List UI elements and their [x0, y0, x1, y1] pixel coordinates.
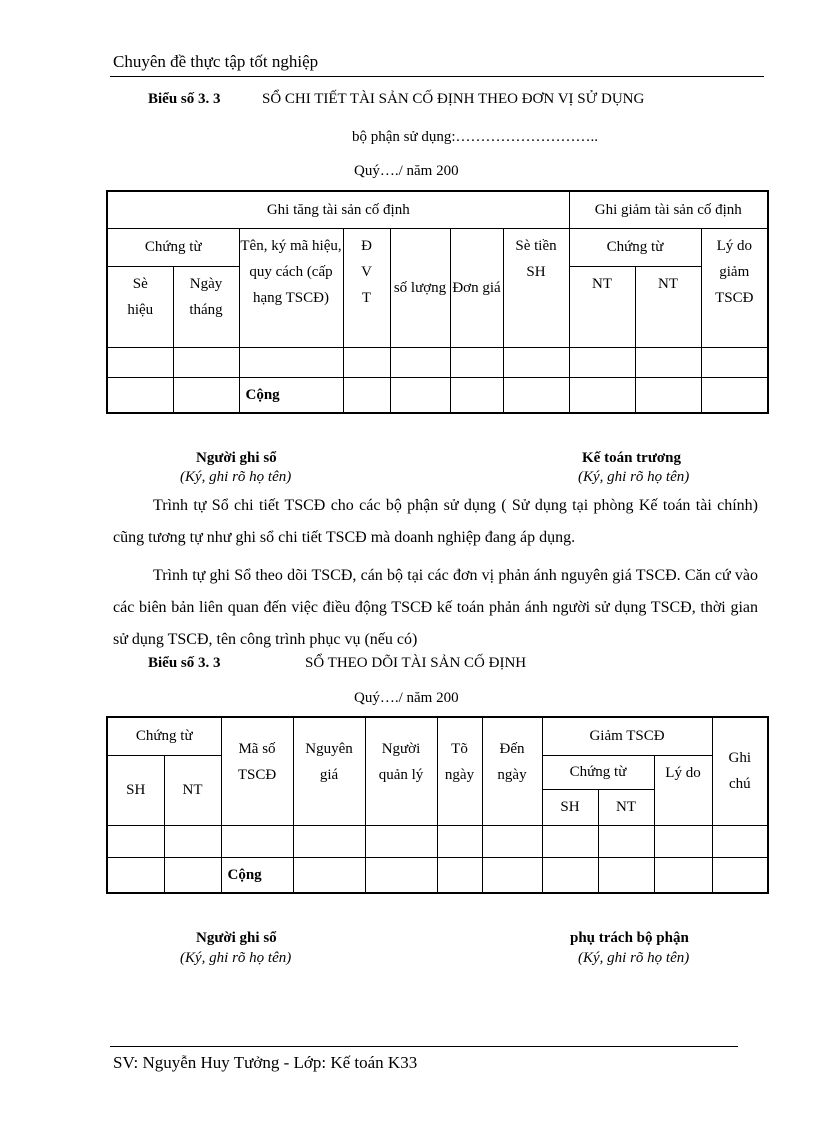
form-title-1: SỔ CHI TIẾT TÀI SẢN CỐ ĐỊNH THEO ĐƠN VỊ SỬ DỤNG [262, 91, 645, 107]
header-giam-tscd: Giảm TSCĐ [542, 717, 712, 755]
header-ghi-chu: Ghi chú [712, 717, 768, 825]
header-nguoi-quan-ly: Người quản lý [365, 717, 437, 825]
paragraph-1: Trình tự Sổ chi tiết TSCĐ cho các bộ phận sử dụng ( Sử dụng tại phòng Kế toán tài chính) cũng tương tự như ghi sổ chi tiết TSCĐ mà doanh nghiệp đang áp dụng. [113, 497, 758, 546]
header-chung-tu: Chứng từ [107, 228, 239, 266]
header-chung-tu-2: Chứng từ [107, 717, 221, 755]
signer-right-note-1: (Ký, ghi rõ họ tên) [578, 469, 690, 485]
period-line-2: Quý…./ năm 200 [354, 690, 459, 706]
footer-divider [110, 1046, 738, 1047]
header-ngay-thang: Ngày tháng [173, 266, 239, 347]
total-row-label-2: Cộng [221, 857, 293, 893]
header-dvt: Đ V T [343, 228, 390, 347]
header-ly-do-2: Lý do [654, 755, 712, 825]
header-ma-so: Mã số TSCĐ [221, 717, 293, 825]
header-increase: Ghi tăng tài sản cố định [107, 191, 569, 228]
header-so-tien: Sè tiền SH [503, 228, 569, 347]
period-line-1: Quý…./ năm 200 [354, 163, 459, 179]
signer-left-note-1: (Ký, ghi rõ họ tên) [180, 469, 292, 485]
total-row-label: Cộng [239, 377, 343, 413]
header-nt-1: NT [569, 266, 635, 347]
signer-right-1: Kế toán trương [582, 450, 681, 466]
asset-tracking-table [106, 716, 769, 894]
form-label-2: Biểu số 3. 3 [148, 655, 221, 671]
header-den-ngay: Đến ngày [482, 717, 542, 825]
signer-right-note-2: (Ký, ghi rõ họ tên) [578, 950, 690, 966]
header-decrease: Ghi giảm tài sản cố định [569, 191, 768, 228]
signer-left-2: Người ghi sổ [196, 930, 277, 946]
header-tu-ngay: Tõ ngày [437, 717, 482, 825]
header-ly-do: Lý do giảm TSCĐ [701, 228, 768, 347]
header-chung-tu-giam: Chứng từ [569, 228, 701, 266]
header-sh: SH [107, 755, 164, 825]
header-divider [110, 76, 764, 77]
signer-left-1: Người ghi sổ [196, 450, 277, 466]
header-nt-2b: NT [598, 789, 654, 825]
footer-text: SV: Nguyễn Huy Tưởng - Lớp: Kế toán K33 [113, 1053, 418, 1072]
signer-right-2: phụ trách bộ phận [570, 930, 689, 946]
header-nt: NT [164, 755, 221, 825]
header-nguyen-gia: Nguyên giá [293, 717, 365, 825]
form-title-2: SỔ THEO DÕI TÀI SẢN CỐ ĐỊNH [305, 655, 527, 671]
header-ten-ky-ma: Tên, ký mã hiệu, quy cách (cấp hạng TSCĐ) [239, 228, 343, 347]
header-nt-2: NT [635, 266, 701, 347]
department-line: bộ phận sử dụng:……………………….. [352, 129, 599, 145]
page-header-title: Chuyên đề thực tập tốt nghiệp [113, 52, 319, 71]
header-don-gia: Đơn giá [450, 228, 503, 347]
form-label-1: Biểu số 3. 3 [148, 91, 221, 107]
header-chung-tu-giam-2: Chứng từ [542, 755, 654, 789]
header-sh-2: SH [542, 789, 598, 825]
header-so-luong: số lượng [390, 228, 450, 347]
asset-detail-table [106, 190, 769, 414]
paragraph-2: Trình tự ghi Sổ theo dõi TSCĐ, cán bộ tại các đơn vị phản ánh nguyên giá TSCĐ. Căn cứ vào các biên bản liên quan đến việc điều động TSCĐ kế toán phản ánh người sử dụng TSCĐ, thời gian sử dụng TSCĐ, tên công trình phục vụ (nếu có) [113, 567, 758, 648]
header-so-hieu: Sè hiệu [107, 266, 173, 347]
signer-left-note-2: (Ký, ghi rõ họ tên) [180, 950, 292, 966]
